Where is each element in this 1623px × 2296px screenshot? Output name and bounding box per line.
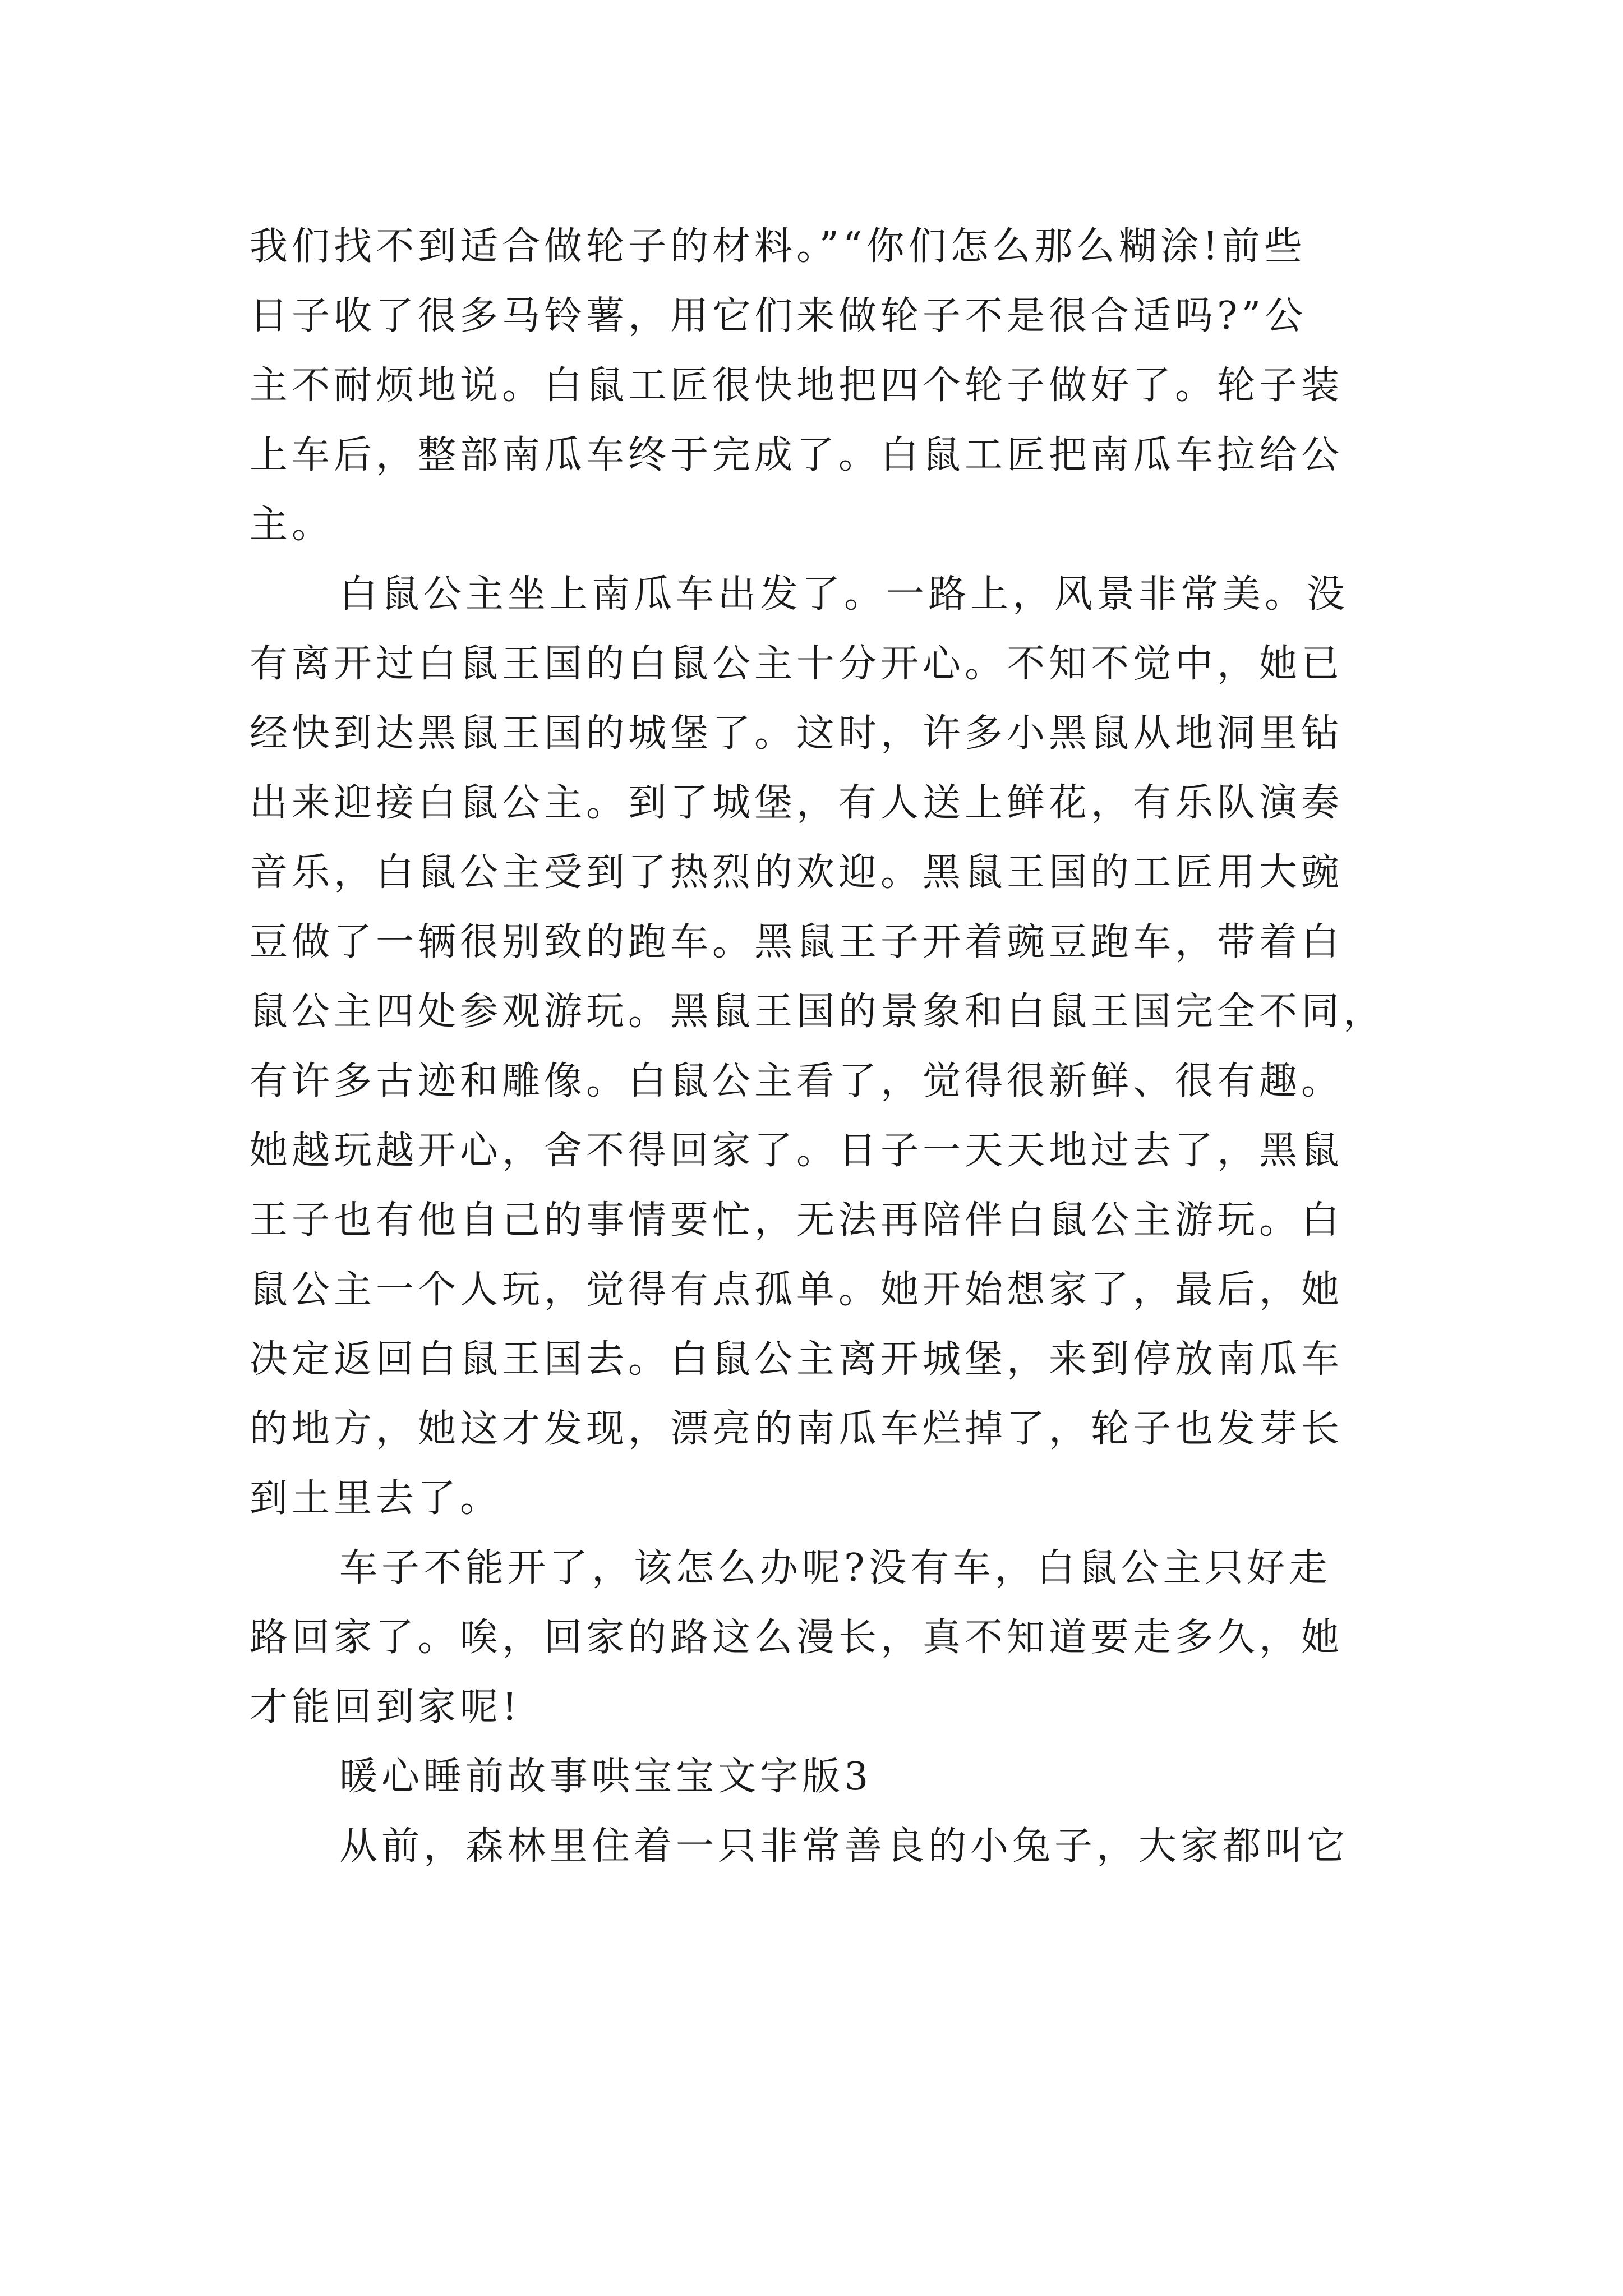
text-line: 主。 (250, 503, 334, 547)
text-line: 豆做了一辆很别致的跑车。黑鼠王子开着豌豆跑车，带着白 (250, 920, 1344, 964)
text-line: 有许多古迹和雕像。白鼠公主看了，觉得很新鲜、很有趣。 (250, 1059, 1344, 1103)
text-line: 上车后，整部南瓜车终于完成了。白鼠工匠把南瓜车拉给公 (250, 433, 1344, 477)
text-line: 到土里去了。 (250, 1476, 502, 1521)
text-line: 的地方，她这才发现，漂亮的南瓜车烂掉了，轮子也发芽长 (250, 1407, 1344, 1451)
text-line: 出来迎接白鼠公主。到了城堡，有人送上鲜花，有乐队演奏 (250, 781, 1344, 825)
text-line: 有离开过白鼠王国的白鼠公主十分开心。不知不觉中，她已 (250, 642, 1344, 686)
text-line: 音乐，白鼠公主受到了热烈的欢迎。黑鼠王国的工匠用大豌 (250, 850, 1344, 895)
paragraph-start-line: 白鼠公主坐上南瓜车出发了。一路上，风景非常美。没 (339, 572, 1349, 616)
text-line: 鼠公主一个人玩，觉得有点孤单。她开始想家了，最后，她 (250, 1268, 1344, 1312)
text-line: 才能回到家呢! (250, 1685, 522, 1729)
text-line: 路回家了。唉，回家的路这么漫长，真不知道要走多久，她 (250, 1616, 1344, 1660)
text-line: 决定返回白鼠王国去。白鼠公主离开城堡，来到停放南瓜车 (250, 1337, 1344, 1382)
paragraph-start-line: 车子不能开了，该怎么办呢?没有车，白鼠公主只好走 (339, 1546, 1331, 1590)
text-line: 经快到达黑鼠王国的城堡了。这时，许多小黑鼠从地洞里钻 (250, 711, 1344, 756)
text-line: 鼠公主四处参观游玩。黑鼠王国的景象和白鼠王国完全不同， (250, 990, 1386, 1034)
text-line: 我们找不到适合做轮子的材料。”“你们怎么那么糊涂!前些 (250, 224, 1306, 269)
section-heading: 暖心睡前故事哄宝宝文字版3 (339, 1755, 873, 1799)
text-line: 主不耐烦地说。白鼠工匠很快地把四个轮子做好了。轮子装 (250, 364, 1344, 408)
text-line: 她越玩越开心，舍不得回家了。日子一天天地过去了，黑鼠 (250, 1129, 1344, 1173)
text-line: 王子也有他自己的事情要忙，无法再陪伴白鼠公主游玩。白 (250, 1198, 1344, 1243)
story-text (250, 212, 1386, 1881)
text-line: 日子收了很多马铃薯，用它们来做轮子不是很合适吗?”公 (250, 294, 1307, 338)
paragraph-start-line: 从前，森林里住着一只非常善良的小兔子，大家都叫它 (339, 1824, 1349, 1869)
